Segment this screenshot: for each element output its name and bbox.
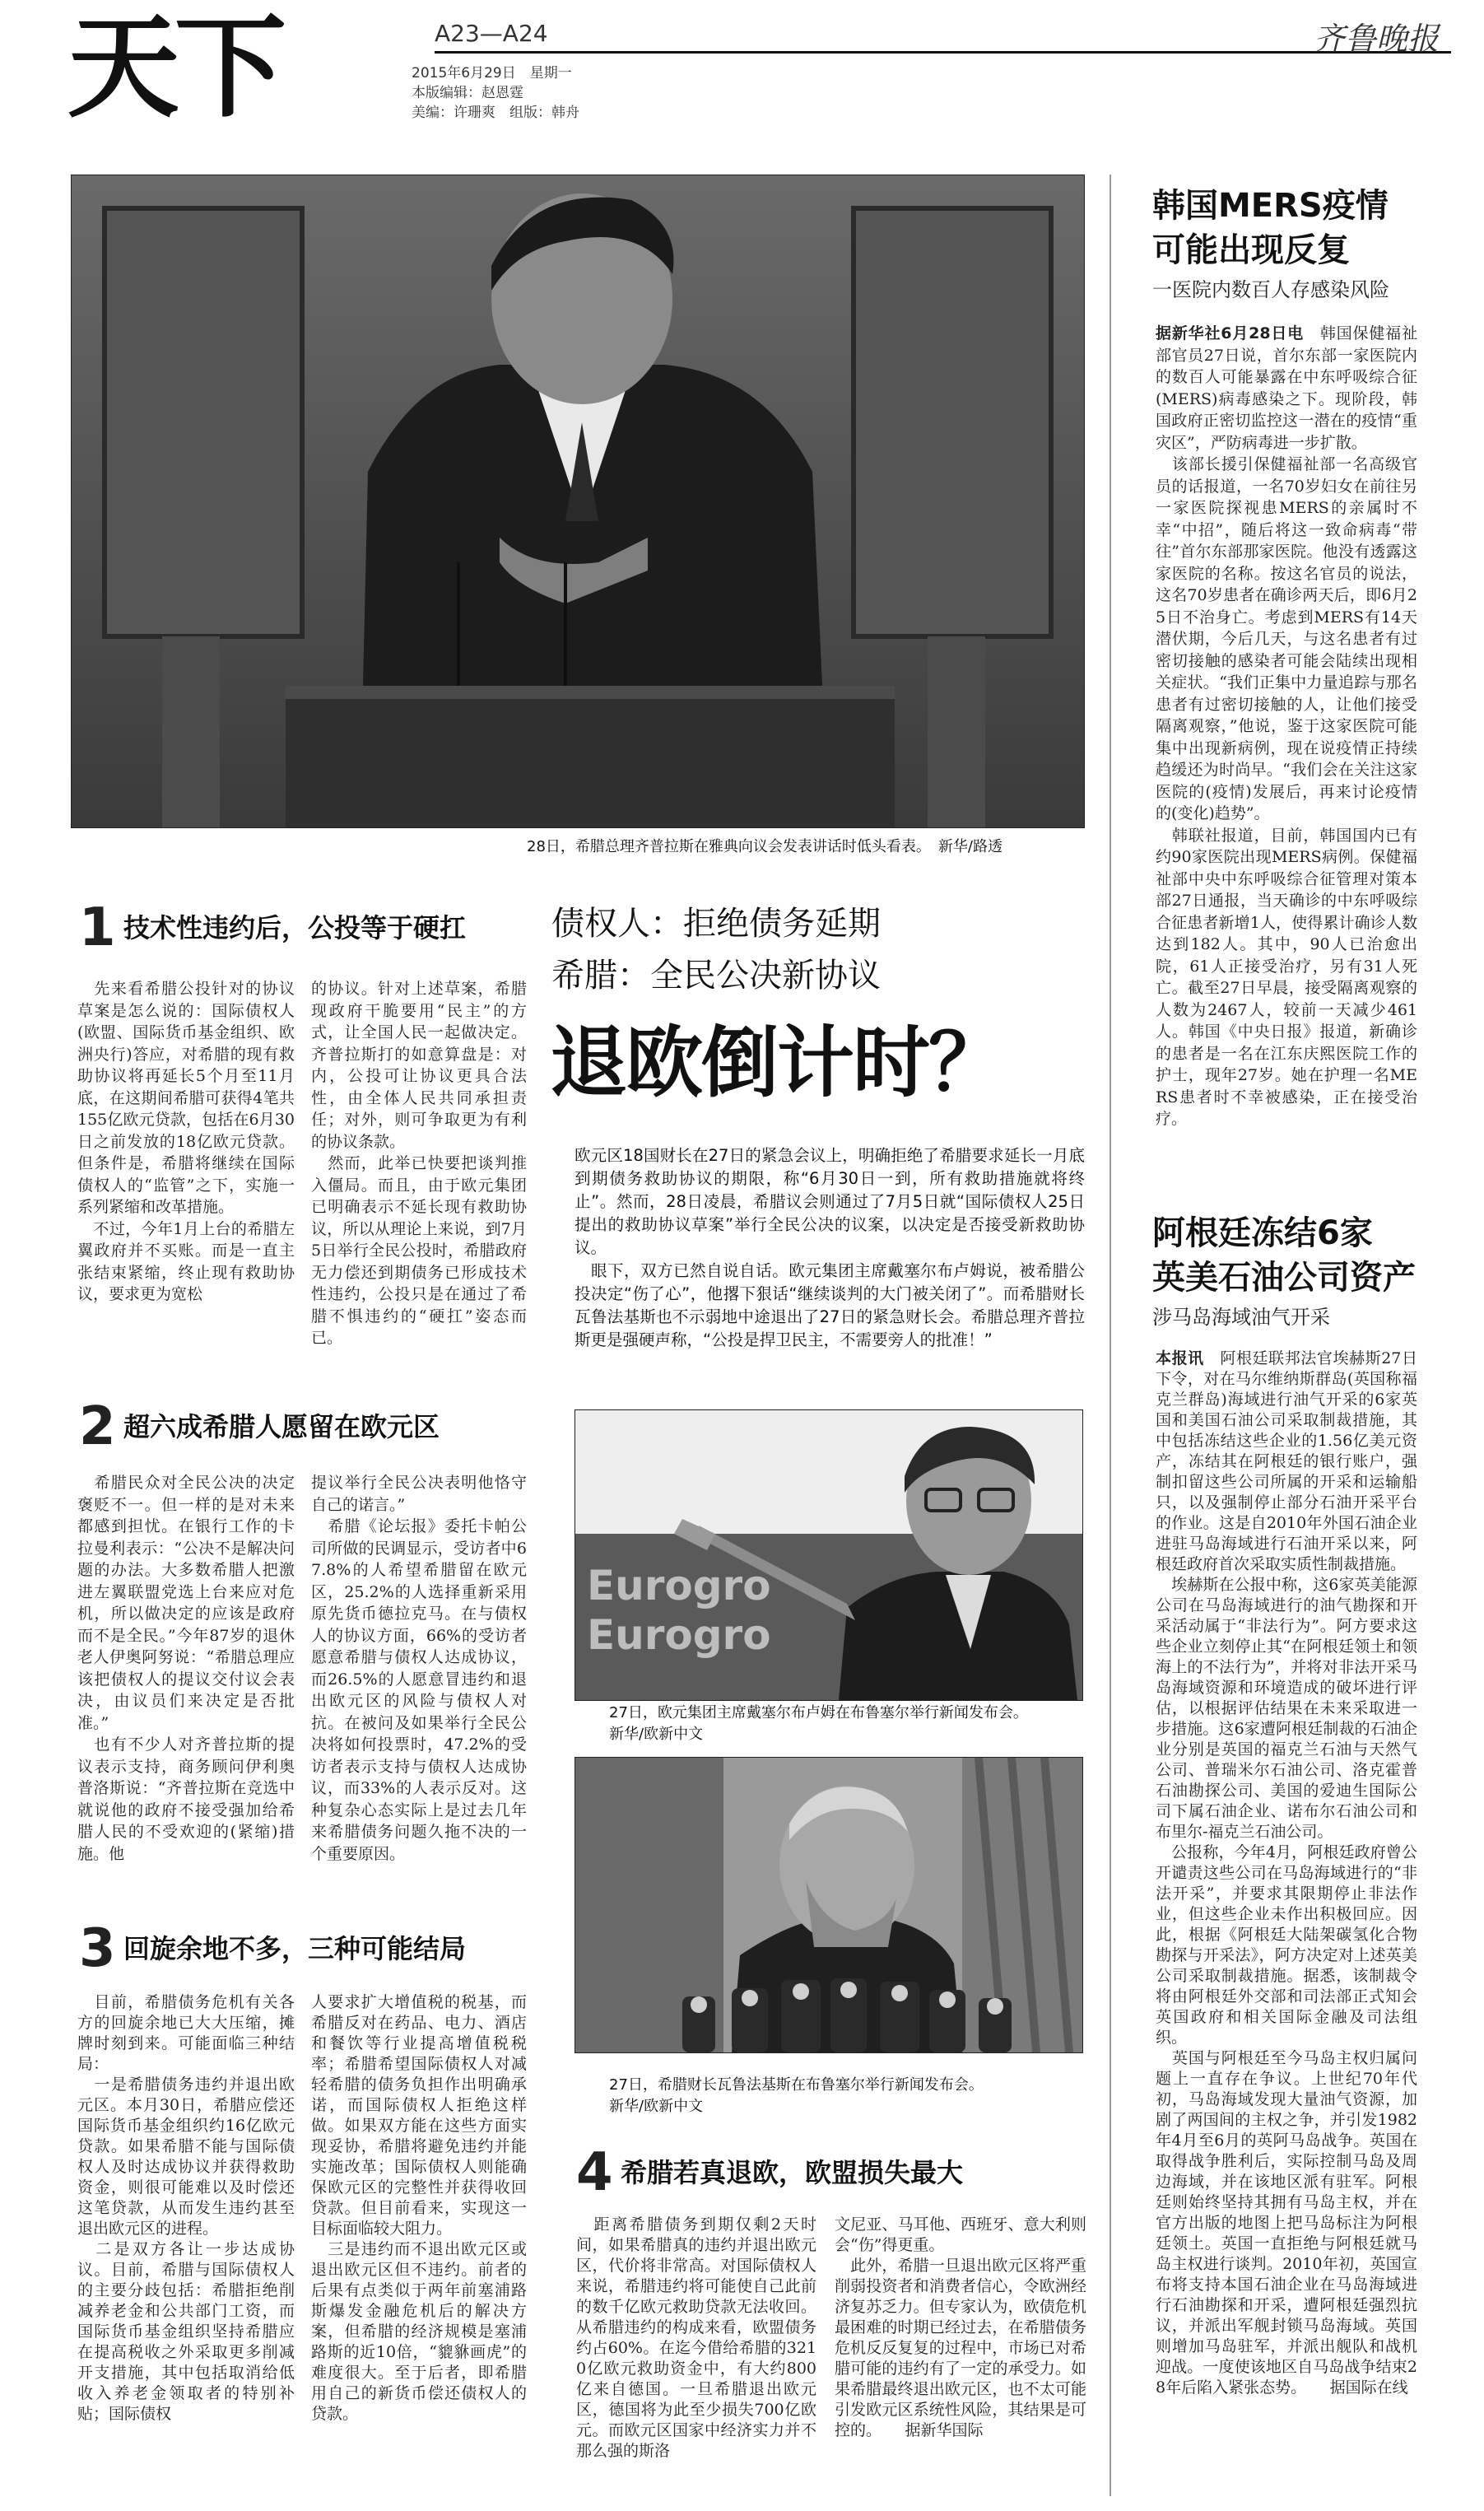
- photo-varoufakis: [575, 1757, 1083, 2053]
- section-2-body-col2: 提议举行全民公决表明他恪守自己的诺言。” 希腊《论坛报》委托卡帕公司所做的民调显示，受访者中67.8%的人希望希腊留在欧元区，25.2%的人选择重新采用原先货币德拉克马。在与债权人的协议方面，66%的受访者愿意希腊与债权人达成协议，而26.5%的人愿意冒违约和退出欧元区的风险与债权人对抗。在被问及如果举行全民公决将如何投票时，47.2%的受访者表示支持与债权人达成协议，而33%的人表示反对。这种复杂心态实际上是过去几年来希腊债务问题久拖不决的一个重要原因。: [311, 1474, 527, 1863]
- section-3-number: 3: [79, 1918, 116, 1979]
- side-story-1-title-line2: 可能出现反复: [1152, 231, 1350, 269]
- section-2-number: 2: [79, 1396, 116, 1457]
- side-story-2-subtitle: 涉马岛海域油气开采: [1152, 1306, 1330, 1329]
- section-4-body-col1: 距离希腊债务到期仅剩2天时间，如果希腊真的违约并退出欧元区，代价将非常高。对国际债权人来说，希腊违约将可能使自己此前的数千亿欧元救助贷款无法收回。从希腊违约的构成来看，欧盟债务约占60%。在迄今借给希腊的3210亿欧元救助资金中，有大约800亿来自德国。一旦希腊退出欧元区，德国将为此至少损失700亿欧元。而欧元区国家中经济实力并不那么强的斯洛: [576, 2215, 816, 2460]
- section-1-number: 1: [79, 897, 116, 958]
- side-story-2-body: [1156, 1349, 1417, 2496]
- section-3-body-col1: 目前，希腊债务危机有关各方的回旋余地已大大压缩，摊牌时刻到来。可能面临三种结局： 一是希腊债务违约并退出欧元区。本月30日，希腊应偿还国际货币基金组织约16亿欧元贷款。如果希腊不能与国际债权人及时达成协议并获得救助资金，则很可能难以及时偿还这笔贷款，从而发生违约甚至退出欧元区的进程。 二是双方各让一步达成协议。目前，希腊与国际债权人的主要分歧包括：希腊拒绝削减养老金和公共部门工资，而国际货币基金组织坚持希腊应在提高税收之外采取更多削减开支措施，其中包括取消给低收入养老金领取者的特别补贴；国际债权: [77, 1993, 295, 2423]
- photo-dijsselbloem-caption: 27日，欧元集团主席戴塞尔布卢姆在布鲁塞尔举行新闻发布会。 新华/欧新中文: [609, 1704, 1028, 1743]
- photo-tsipras-caption: 28日，希腊总理齐普拉斯在雅典向议会发表讲话时低头看表。 新华/路透: [527, 838, 1003, 855]
- headline-kicker-2: 希腊：全民公决新协议: [551, 957, 881, 995]
- newspaper-brand: 齐鲁晚报: [1314, 21, 1440, 57]
- photo2-sign-text-2: Eurogro: [587, 1611, 771, 1659]
- section-2-body-col1: 希腊民众对全民公决的决定褒贬不一。但一样的是对未来都感到担忧。在银行工作的卡拉曼利表示：“公决不是解决问题的办法。大多数希腊人把激进左翼联盟党选上台来应对危机，所以做决定的应该是政府而不是全民。”今年87岁的退休老人伊奥阿努说：“希腊总理应该把债权人的提议交付议会表决，由议员们来决定是否批准。” 也有不少人对齐普拉斯的提议表示支持，商务顾问伊利奥普洛斯说：“齐普拉斯在竞选中就说他的政府不接受强加给希腊人民的不受欢迎的(紧缩)措施。他: [77, 1474, 295, 1863]
- page-range: A23—A24: [435, 20, 548, 47]
- section-3-heading: 回旋余地不多，三种可能结局: [123, 1933, 467, 1964]
- section-3-body-col2: 人要求扩大增值税的税基，而希腊反对在药品、电力、酒店和餐饮等行业提高增值税税率；希腊希望国际债权人对减轻希腊的债务负担作出明确承诺，而国际债权人拒绝这样做。如果双方能在这些方面实现妥协，希腊将避免违约并能实施改革；国际债权人则能确保欧元区的完整性并获得收回贷款。但目前看来，实现这一目标面临较大阻力。 三是违约而不退出欧元区或退出欧元区但不违约。前者的后果有点类似于两年前塞浦路斯爆发金融危机后的解决方案，但希腊的经济规模是塞浦路斯的近10倍，“貔貅画虎”的难度很大。至于后者，即希腊用自己的新货币偿还债权人的贷款。: [311, 1993, 527, 2423]
- design-credit: 美编：许珊爽 组版：韩舟: [412, 105, 579, 121]
- main-headline: 退欧倒计时？: [550, 1018, 1005, 1108]
- section-1-body-col2: 的协议。针对上述草案，希腊现政府干脆要用“民主”的方式，让全国人民一起做决定。齐普拉斯打的如意算盘是：对内，公投可让协议更具合法性，由全体人民共同承担责任；对外，则可争取更为有利的协议条款。 然而，此举已快要把谈判推入僵局。而且，由于欧元集团已明确表示不延长现有救助协议，所以从理论上来说，到7月5日举行全民公投时，希腊政府无力偿还到期债务已形成技术性违约，公投只是在通过了希腊不惧违约的“硬扛”姿态而已。: [311, 980, 527, 1347]
- section-1-heading: 技术性违约后，公投等于硬扛: [123, 912, 467, 943]
- headline-kicker-1: 债权人：拒绝债务延期: [551, 905, 881, 943]
- side-story-1-title-line1: 韩国MERS疫情: [1152, 187, 1389, 225]
- photo2-sign-text-1: Eurogro: [587, 1562, 771, 1610]
- section-1-body-col1: 先来看希腊公投针对的协议草案是怎么说的：国际债权人(欧盟、国际货币基金组织、欧洲央行)答应，对希腊的现有救助协议将再延长5个月至11月底，在这期间希腊可获得4笔共155亿欧元贷款，包括在6月30日之前发放的18亿欧元贷款。但条件是，希腊将继续在国际债权人的“监管”之下，实施一系列紧缩和改革措施。 不过，今年1月上台的希腊左翼政府并不买账。而是一直主张结束紧缩，终止现有救助协议，要求更为宽松: [77, 980, 295, 1303]
- section-4-number: 4: [576, 2142, 613, 2203]
- section-2-heading: 超六成希腊人愿留在欧元区: [123, 1411, 440, 1442]
- section-4-body-col2: 文尼亚、马耳他、西班牙、意大利则会“伤”得更重。 此外，希腊一旦退出欧元区将严重削弱投资者和消费者信心，令欧洲经济复苏乏力。但专家认为，欧债危机最困难的时期已经过去，在希腊债务危机反反复复的过程中，市场已对希腊可能的违约有了一定的承受力。如果希腊最终退出欧元区，也不太可能引发欧元区系统性风险，其结果是可控的。 据新华国际: [835, 2215, 1086, 2439]
- side-story-1-subtitle: 一医院内数百人存感染风险: [1152, 278, 1389, 301]
- side-story-2-title-line1: 阿根廷冻结6家: [1152, 1214, 1373, 1252]
- side-story-2-text: 阿根廷联邦法官埃赫斯27日下令，对在马尔维纳斯群岛(英国称福克兰群岛)海域进行油气开采的6家英国和美国石油公司采取制裁措施，其中包括冻结这些企业的1.56亿美元资产，冻结其在阿根廷的银行账户，强制扣留这些公司所属的开采和运输船只，以及强制停止部分石油开采平台的作业。这是自2010年外国石油企业进驻马岛海域进行石油开采以来，阿根廷政府首次采取实质性制裁措施。 埃赫斯在公报中称，这6家英美能源公司在马岛海域进行的油气勘探和开采活动属于“非法行为”。阿方要求这些企业立刻停止其“在阿根廷领土和领海上的不法行为”，并将对非法开采马岛海域资源和环境造成的破坏进行评估，以根据评估结果在未来采取进一步措施。这6家遭阿根廷制裁的石油企业分别是英国的福克兰石油与天然气公司、普瑞米尔石油公司、洛克霍普石油勘探公司、美国的爱迪生国际公司下属石油企业、诺布尔石油公司和布里尔-福克兰石油公司。 公报称，今年4月，阿根廷政府曾公开谴责这些公司在马岛海域进行的“非法开采”，并要求其限期停止非法作业，但这些企业未作出积极回应。因此，根据《阿根廷大陆架碳氢化合物勘探与开采法》，阿方决定对上述英美公司采取制裁措施。据悉，该制裁令将由阿根廷外交部和司法部正式知会英国政府和相关国际金融及司法组织。 英国与阿根廷至今马岛主权归属问题上一直存在争议。上世纪70年代初，马岛海域发现大量油气资源，加剧了两国间的主权之争，并引发1982年4月至6月的英阿马岛战争。英国在取得战争胜利后，实际控制马岛及周边海域，并在该地区派有驻军。阿根廷则始终坚持其拥有马岛主权，并在官方出版的地图上把马岛标注为阿根廷领土。英国一直拒绝与阿根廷就马岛主权进行谈判。2010年初，英国宣布将支持本国石油企业在马岛海域进行石油勘探和开采，遭阿根廷强烈抗议，并派出军舰封锁马岛海域。英国则增加马岛驻军，并派出舰队和战机迎战。一度使该地区自马岛战争结束28年后陷入紧张态势。 据国际在线: [1156, 1349, 1417, 2397]
- side-story-1-source: 据新华社6月28日电: [1156, 324, 1305, 342]
- photo-tsipras: [71, 175, 1085, 828]
- side-story-2-title-line2: 英美石油公司资产: [1152, 1259, 1416, 1297]
- column-divider: [1110, 175, 1111, 2496]
- editor-credit: 本版编辑：赵恩霆: [412, 85, 523, 101]
- photo-varoufakis-caption: 27日，希腊财长瓦鲁法基斯在布鲁塞尔举行新闻发布会。 新华/欧新中文: [609, 2076, 984, 2115]
- section-4-heading: 希腊若真退欧，欧盟损失最大: [621, 2157, 964, 2188]
- side-story-1-body: [1156, 323, 1417, 1171]
- lead-paragraph: 欧元区18国财长在27日的紧急会议上，明确拒绝了希腊要求延长一月底到期债务救助协议的期限，称“6月30日一到，所有救助措施就将终止”。然而，28日凌晨，希腊议会则通过了7月5日就“国际债权人25日提出的救助协议草案”举行全民公决的议案，以决定是否接受新救助协议。 眼下，双方已然自说自话。欧元集团主席戴塞尔布卢姆说，被希腊公投决定“伤了心”，他撂下狠话“继续谈判的大门被关闭了”。而希腊财长瓦鲁法基斯也不示弱地中途退出了27日的紧急财长会。希腊总理齐普拉斯更是强硬声称，“公投是捍卫民主，不需要旁人的批准！”: [575, 1146, 1085, 1349]
- issue-date: 2015年6月29日 星期一: [412, 65, 572, 82]
- section-masthead-title: 天下: [67, 2, 281, 133]
- masthead-rule: [435, 51, 1451, 54]
- side-story-2-source: 本报讯: [1156, 1349, 1204, 1367]
- side-story-1-text: 韩国保健福祉部官员27日说，首尔东部一家医院内的数百人可能暴露在中东呼吸综合征(MERS)病毒感染之下。现阶段，韩国政府正密切监控这一潜在的疫情“重灾区”，严防病毒进一步扩散。 该部长援引保健福祉部一名高级官员的话报道，一名70岁妇女在前往另一家医院探视患MERS的亲属时不幸“中招”，随后将这一致命病毒“带往”首尔东部那家医院。他没有透露这家医院的名称。按这名官员的说法，这名70岁患者在确诊两天后，即6月25日不治身亡。考虑到MERS有14天潜伏期，今后几天，与这名患者有过密切接触的感染者可能会陆续出现相关症状。“我们正集中力量追踪与那名患者有过密切接触的人，让他们接受隔离观察，”他说，鉴于这家医院可能集中出现新病例，现在说疫情正持续趋缓还为时尚早。“我们会在关注这家医院的(疫情)发展后，再来讨论疫情的(变化)趋势”。 韩联社报道，目前，韩国国内已有约90家医院出现MERS病例。保健福祉部中央中东呼吸综合征管理对策本部27日通报，当天确诊的中东呼吸综合征患者新增1人，使得累计确诊人数达到182人。其中，90人已治愈出院，61人正接受治疗，另有31人死亡。截至27日早晨，接受隔离观察的人数为2467人，较前一天减少461人。韩国《中央日报》报道，新确诊的患者是一名在江东庆熙医院工作的护士，现年27岁。她在护理一名MERS患者时不幸被感染，正在接受治疗。: [1156, 324, 1417, 1128]
- photo-dijsselbloem: [575, 1409, 1083, 1701]
